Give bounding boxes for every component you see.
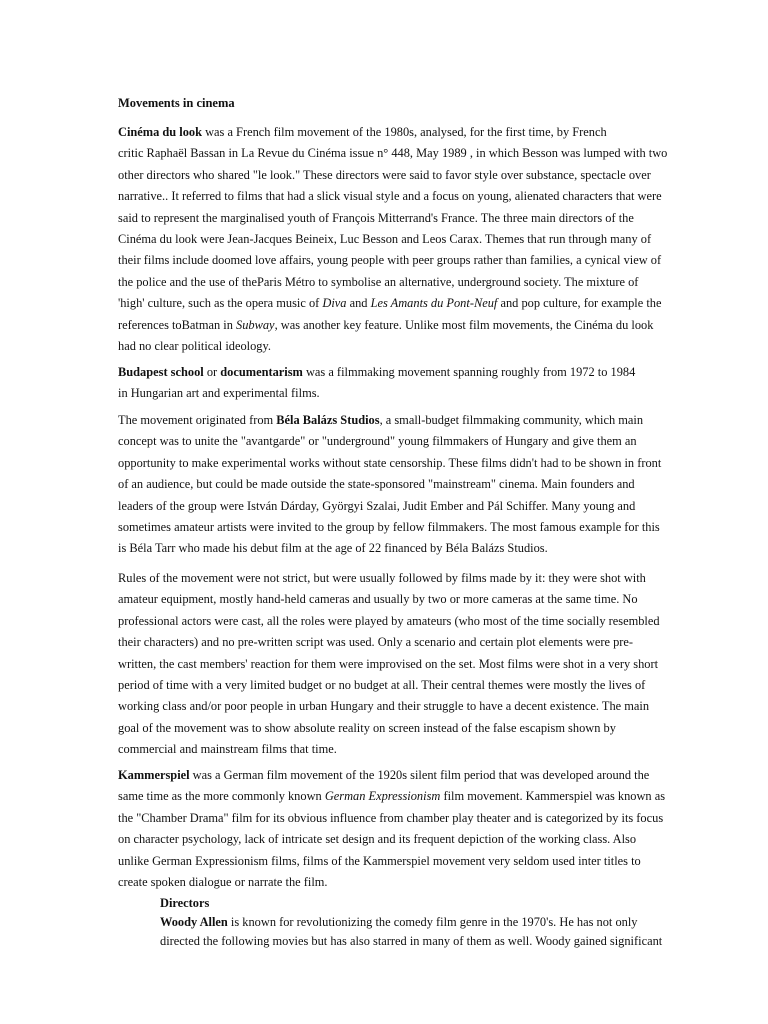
text-span: was a filmmaking movement spanning roughly from 1972 to 1984 <box>302 365 636 379</box>
text-span: or <box>203 365 221 379</box>
text-line: narrative.. It referred to films that had a slick visual style and a focus on young, alienated characters that were <box>118 189 662 204</box>
text-line: working class and/or poor people in urban Hungary and their struggle to have a decent existence. The main <box>118 699 650 714</box>
text-line: other directors who shared "le look." These directors were said to favor style over substance, spectacle over <box>118 167 651 182</box>
text-line: their films include doomed love affairs, young people with peer groups rather than families, a cynical view of <box>118 253 662 268</box>
text-line: Cinéma du look were Jean-Jacques Beineix, Luc Besson and Leos Carax. Themes that run through many of <box>118 231 652 246</box>
text-line: said to represent the marginalised youth of François Mitterrand's France. The three main directors of the <box>118 210 634 225</box>
text-line: amateur equipment, mostly hand-held cameras and usually by two or more cameras at the same time. No <box>118 592 638 607</box>
term-german-expressionism: German Expressionism <box>324 789 441 804</box>
text-line <box>118 362 698 383</box>
term-bela-balazs-studios: Béla Balázs Studios <box>276 413 380 427</box>
text-line <box>118 410 698 431</box>
text-line: create spoken dialogue or narrate the film. <box>118 874 328 889</box>
text-span: was a French film movement of the 1980s, analysed, for the first time, by French <box>202 125 607 139</box>
term-woody-allen: Woody Allen <box>160 915 228 929</box>
term-budapest-school: Budapest school <box>118 365 204 379</box>
text-line: sometimes amateur artists were invited to the group by fellow filmmakers. The most famous example for this <box>118 519 660 534</box>
paragraph-kammerspiel <box>118 765 698 893</box>
title-les-amants: Les Amants du Pont-Neuf <box>370 296 498 311</box>
paragraph-budapest-school <box>118 362 698 405</box>
text-span: same time as the more commonly known <box>118 789 325 804</box>
text-line: the "Chamber Drama" film for its obvious influence from chamber play theater and is categorized by its focus <box>118 810 664 825</box>
text-line: unlike German Expressionism films, films of the Kammerspiel movement very seldom used inter titles to <box>118 853 641 868</box>
text-line: leaders of the group were István Dárday, Györgyi Szalai, Judit Ember and Pál Schiffer. Many young and <box>118 498 636 513</box>
text-line: directed the following movies but has also starred in many of them as well. Woody gained significant <box>160 934 663 948</box>
text-line: period of time with a very limited budget or no budget at all. Their central themes were mostly the lives of <box>118 677 646 692</box>
text-span: , a small-budget filmmaking community, which main <box>379 413 644 427</box>
heading-text: Directors <box>160 896 210 910</box>
text-line: on character psychology, lack of intricate set design and its frequent depiction of the working class. Also <box>118 832 637 847</box>
term-cinema-du-look: Cinéma du look <box>118 125 202 139</box>
text-line: concept was to unite the "avantgarde" or "underground" young filmmakers of Hungary and give them an <box>118 434 637 449</box>
text-line: their characters) and no pre-written script was used. Only a scenario and certain plot elements were pre- <box>118 635 634 650</box>
text-line: professional actors were cast, all the roles were played by amateurs (who most of the time socially resembled <box>118 613 660 628</box>
text-line <box>118 293 698 314</box>
text-line <box>118 315 698 336</box>
text-line: goal of the movement was to show absolute reality on screen instead of the false escapism shown by <box>118 720 616 735</box>
text-line: commercial and mainstream films that time. <box>118 742 337 757</box>
text-line: written, the cast members' reaction for them were improvised on the set. Most films were shot in a very short <box>118 656 659 671</box>
text-span: , was another key feature. Unlike most film movements, the Cinéma du look <box>274 317 654 332</box>
text-line: had no clear political ideology. <box>118 338 271 353</box>
text-span: and <box>346 296 371 311</box>
term-documentarism: documentarism <box>220 365 303 379</box>
title-subway: Subway <box>236 317 275 332</box>
text-span: and pop culture, for example the <box>497 296 662 311</box>
text-line: opportunity to make experimental works without state censorship. These films didn't had to be shown in front <box>118 455 662 470</box>
text-line: in Hungarian art and experimental films. <box>118 386 320 401</box>
term-kammerspiel: Kammerspiel <box>118 768 190 782</box>
text-line: critic Raphaël Bassan in La Revue du Cinéma issue n° 448, May 1989 , in which Besson was lumped with two <box>118 146 668 161</box>
document-title: Movements in cinema <box>118 96 235 110</box>
text-span: was a German film movement of the 1920s silent film period that was developed around the <box>189 768 650 782</box>
text-span: is known for revolutionizing the comedy film genre in the 1970's. He has not only <box>227 915 638 929</box>
text-line: of an audience, but could be made outside the state-sponsored "mainstream" cinema. Main founders and <box>118 477 635 492</box>
text-span: 'high' culture, such as the opera music of <box>118 296 323 311</box>
section-directors <box>160 894 700 951</box>
text-line <box>160 913 700 932</box>
directors-heading <box>160 894 700 913</box>
text-span: film movement. Kammerspiel was known as <box>440 789 666 804</box>
text-line <box>118 786 698 807</box>
text-line <box>118 122 698 143</box>
text-line <box>118 765 698 786</box>
paragraph-movement-origin <box>118 410 698 560</box>
text-line: Rules of the movement were not strict, but were usually followed by films made by it: they were shot with <box>118 571 646 585</box>
title-diva: Diva <box>322 296 347 311</box>
text-span: The movement originated from <box>118 413 277 427</box>
paragraph-movement-rules <box>118 568 698 761</box>
text-line: the police and the use of theParis Métro to symbolise an alternative, underground society. The mixture of <box>118 274 639 289</box>
paragraph-cinema-du-look <box>118 122 698 357</box>
text-span: references toBatman in <box>118 317 237 332</box>
text-line: is Béla Tarr who made his debut film at the age of 22 financed by Béla Balázs Studios. <box>118 541 548 556</box>
